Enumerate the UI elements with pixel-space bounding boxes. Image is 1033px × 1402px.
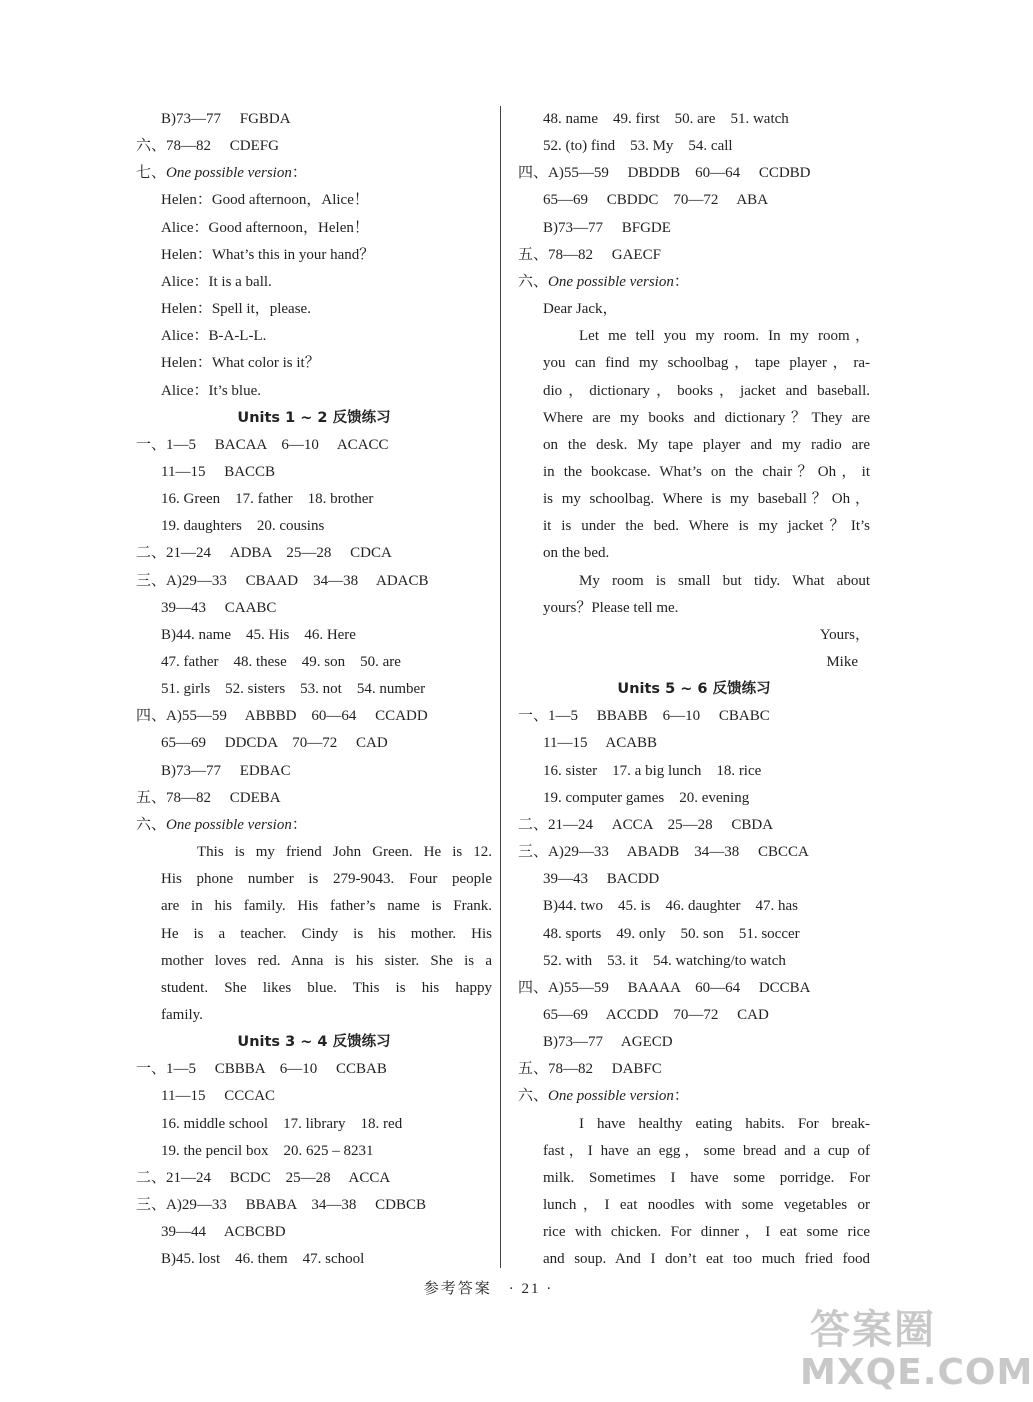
answer-line: 二、21—24 ADBA 25—28 CDCA [136, 545, 392, 562]
essay-line: on the desk. My tape player and my radio are [543, 436, 870, 453]
essay-label [136, 160, 307, 187]
watermark-top: 答案圈 [810, 1307, 936, 1353]
answer-line: 39—43 BACDD [543, 871, 660, 888]
essay-line: in the bookcase. What’s on the chair？Oh，it [543, 463, 870, 480]
answer-line: 16. sister 17. a big lunch 18. rice [543, 762, 762, 779]
answer-line: 48. sports 49. only 50. son 51. soccer [543, 925, 800, 942]
answer-line: B)44. two 45. is 46. daughter 47. has [543, 898, 798, 915]
essay-line: is my schoolbag. Where is my baseball？Oh， [543, 491, 870, 508]
essay-line: milk. Sometimes I have some porridge. For [543, 1169, 870, 1186]
essay-line: Let me tell you my room. In my room， [579, 328, 870, 345]
answer-line: 16. middle school 17. library 18. red [161, 1115, 403, 1132]
essay-line: student. She likes blue. This is his happy [161, 979, 492, 996]
essay-label [518, 269, 689, 296]
answer-line: 五、78—82 DABFC [518, 1061, 662, 1078]
essay-line: dio，dictionary，books，jacket and baseball. [543, 382, 870, 399]
label-suffix: ： [673, 1088, 689, 1105]
answer-line: Yours， [819, 626, 870, 643]
label-prefix: 六、 [518, 273, 549, 290]
essay-line: fast，I have an egg，some bread and a cup of [543, 1142, 870, 1159]
essay-line: rice with chicken. For dinner，I eat some rice [543, 1224, 870, 1241]
answer-line: 三、A)29—33 ABADB 34—38 CBCCA [518, 844, 809, 861]
answer-line: Alice：It’s blue. [161, 382, 261, 399]
answer-line: 四、A)55—59 ABBBD 60—64 CCADD [136, 708, 428, 725]
answer-line: 三、A)29—33 BBABA 34—38 CDBCB [136, 1197, 427, 1213]
answer-line: 65—69 CBDDC 70—72 ABA [543, 192, 769, 209]
label-prefix: 七、 [136, 165, 167, 182]
label-suffix: ： [291, 165, 307, 182]
label-prefix: 六、 [136, 816, 167, 833]
answer-line: 16. Green 17. father 18. brother [161, 491, 374, 508]
section-heading: Units 1 ~ 2 反馈练习 [237, 409, 391, 426]
answer-line: 19. computer games 20. evening [543, 789, 750, 806]
answer-line: Dear Jack， [543, 301, 618, 318]
watermark-logo [800, 1298, 1033, 1398]
watermark-bottom: MXQE.COM [800, 1352, 1033, 1393]
answer-line: 11—15 BACCB [161, 463, 276, 480]
label-italic: One possible version [548, 1088, 674, 1105]
answer-line: 39—43 CAABC [161, 599, 277, 616]
answer-line: Mike [826, 654, 858, 670]
essay-line: lunch，I eat noodles with some vegetables or [543, 1197, 870, 1213]
answer-line: Helen：Spell it，please. [161, 301, 311, 318]
answer-line: Helen：What color is it？ [161, 355, 320, 372]
column-divider [500, 106, 501, 1268]
section-heading: Units 5 ~ 6 反馈练习 [617, 681, 771, 698]
label-suffix: ： [291, 816, 307, 833]
answer-line: 五、78—82 CDEBA [136, 789, 281, 806]
answer-line: on the bed. [543, 545, 610, 562]
essay-line: I have healthy eating habits. For break- [579, 1115, 870, 1132]
essay-line: His phone number is 279-9043. Four people [161, 871, 492, 888]
answer-line: 六、78—82 CDEFG [136, 138, 279, 155]
answer-line: 51. girls 52. sisters 53. not 54. number [161, 681, 426, 698]
answer-line: 19. daughters 20. cousins [161, 518, 325, 535]
answer-line: B)73—77 FGBDA [161, 111, 291, 127]
answer-line: 三、A)29—33 CBAAD 34—38 ADACB [136, 572, 429, 589]
answer-line: 五、78—82 GAECF [518, 246, 661, 263]
answer-line: Alice：Good afternoon，Helen！ [161, 219, 369, 236]
label-italic: One possible version [548, 273, 674, 290]
essay-line: mother loves red. Anna is his sister. She is a [161, 952, 492, 969]
answer-line: 19. the pencil box 20. 625 – 8231 [161, 1142, 374, 1159]
answer-line: 四、A)55—59 DBDDB 60—64 CCDBD [518, 165, 811, 182]
essay-line: are in his family. His father’s name is Frank. [161, 898, 492, 915]
essay-line: He is a teacher. Cindy is his mother. His [161, 925, 492, 942]
answer-line: Alice：It is a ball. [161, 273, 272, 290]
section-heading: Units 3 ~ 4 反馈练习 [237, 1034, 391, 1051]
answer-line: 52. with 53. it 54. watching/to watch [543, 952, 786, 969]
answer-line: 11—15 CCCAC [161, 1088, 276, 1105]
answer-line: 52. (to) find 53. My 54. call [543, 138, 733, 155]
essay-line: This is my friend John Green. He is 12. [197, 844, 492, 861]
answer-line: 一、1—5 BBABB 6—10 CBABC [518, 708, 770, 725]
answer-line: Alice：B-A-L-L. [161, 328, 267, 345]
essay-label [518, 1083, 689, 1110]
answer-line: B)73—77 BFGDE [543, 219, 671, 236]
answer-line: 65—69 ACCDD 70—72 CAD [543, 1006, 769, 1023]
essay-line: and soup. And I don’t eat too much fried food [543, 1251, 870, 1268]
answer-line: 65—69 DDCDA 70—72 CAD [161, 735, 388, 752]
answer-line: B)44. name 45. His 46. Here [161, 626, 356, 643]
essay-line: My room is small but tidy. What about [579, 572, 870, 589]
essay-line: you can find my schoolbag，tape player，ra- [543, 355, 870, 372]
answer-line: B)73—77 EDBAC [161, 762, 291, 779]
answer-line: 一、1—5 CBBBA 6—10 CCBAB [136, 1061, 387, 1078]
essay-line: Where are my books and dictionary？They are [543, 409, 870, 426]
answer-line: 二、21—24 ACCA 25—28 CBDA [518, 816, 774, 833]
answer-line: 39—44 ACBCBD [161, 1224, 286, 1241]
essay-label [136, 812, 307, 839]
answer-line: 47. father 48. these 49. son 50. are [161, 654, 401, 670]
answer-line: family. [161, 1006, 203, 1023]
answer-line: yours？Please tell me. [543, 599, 679, 616]
answer-line: 二、21—24 BCDC 25—28 ACCA [136, 1169, 391, 1186]
answer-line: Helen：Good afternoon，Alice！ [161, 192, 369, 209]
label-italic: One possible version [166, 816, 292, 833]
essay-line: it is under the bed. Where is my jacket？It’s [543, 518, 870, 535]
label-prefix: 六、 [518, 1088, 549, 1105]
answer-line: 11—15 ACABB [543, 735, 658, 752]
answer-line: B)73—77 AGECD [543, 1034, 673, 1051]
answer-line: 48. name 49. first 50. are 51. watch [543, 111, 789, 127]
page-footer: 参考答案 · 21 · [423, 1281, 554, 1297]
label-italic: One possible version [166, 165, 292, 182]
answer-line: Helen：What’s this in your hand？ [161, 246, 375, 263]
label-suffix: ： [673, 273, 689, 290]
answer-line: 四、A)55—59 BAAAA 60—64 DCCBA [518, 979, 811, 996]
answer-line: B)45. lost 46. them 47. school [161, 1251, 365, 1268]
answer-line: 一、1—5 BACAA 6—10 ACACC [136, 436, 389, 453]
